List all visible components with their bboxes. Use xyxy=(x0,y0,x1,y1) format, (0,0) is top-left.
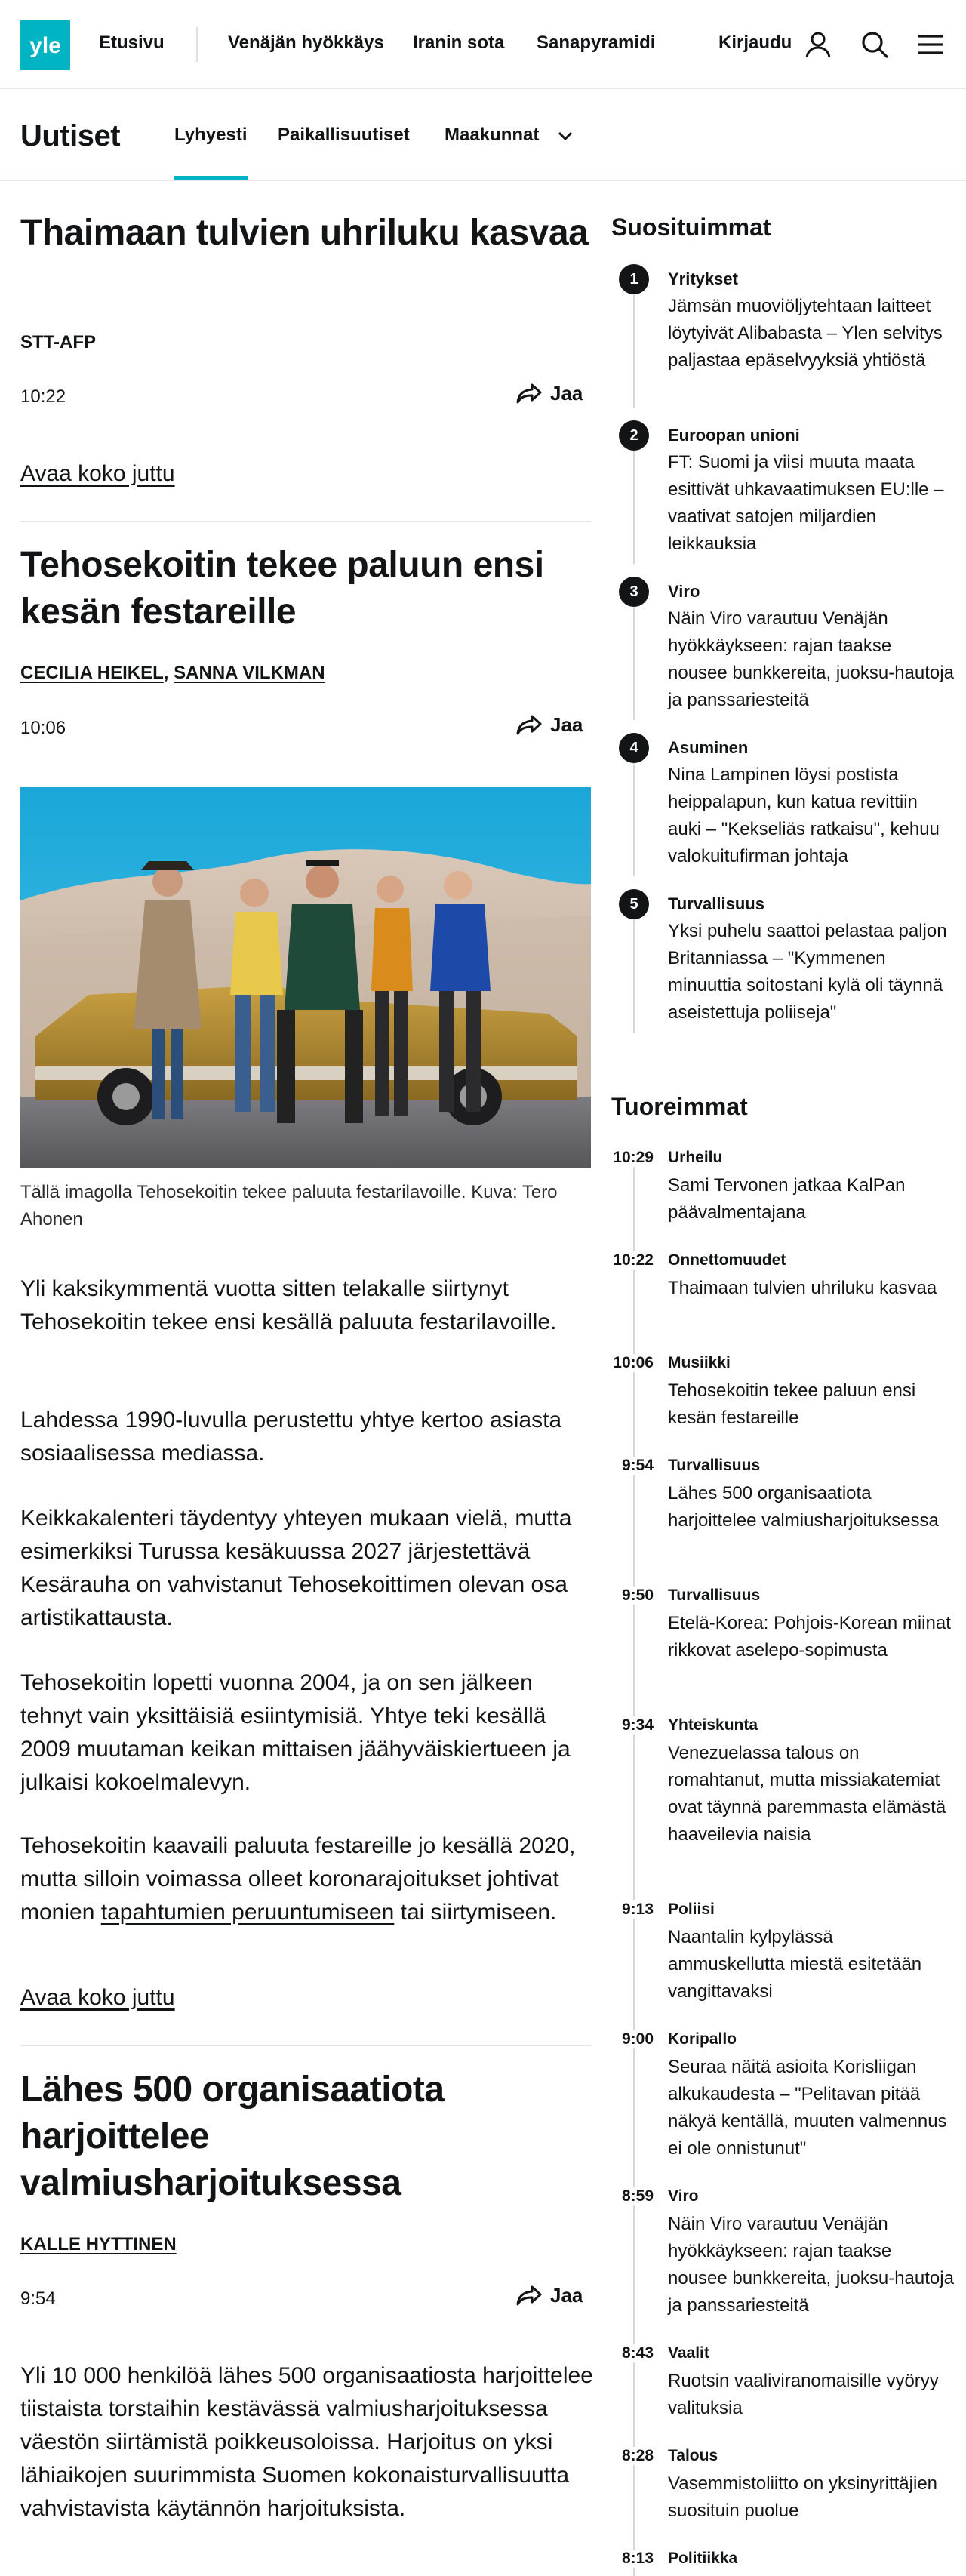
timeline-line xyxy=(633,451,635,564)
article-paragraph: Lahdessa 1990-luvulla perustettu yhtye kertoo asiasta sosiaalisessa mediassa. xyxy=(20,1408,562,1466)
share-button[interactable] xyxy=(515,713,583,737)
nav-etusivu[interactable]: Etusivu xyxy=(99,32,165,53)
yle-logo-icon xyxy=(24,30,66,60)
svg-text:yle: yle xyxy=(29,33,61,58)
section-nav xyxy=(0,91,966,181)
latest-item-link[interactable]: Venezuelassa talous on romahtanut, mutta missiakatemiat ovat täynnä paremmasta elämästä haaveilevia naisia xyxy=(668,1743,946,1845)
latest-time: 10:29 xyxy=(611,1149,654,1167)
timeline-line xyxy=(633,607,635,720)
share-label: Jaa xyxy=(550,713,583,736)
author-link[interactable]: KALLE HYTTINEN xyxy=(20,2234,177,2254)
rank-badge: 4 xyxy=(619,733,649,763)
latest-item-link[interactable]: Etelä-Korea: Pohjois-Korean miinat rikkovat aselepo-sopimusta xyxy=(668,1613,951,1660)
tab-paikallisuutiset[interactable]: Paikallisuutiset xyxy=(278,125,410,145)
search-icon[interactable] xyxy=(859,29,891,60)
share-label: Jaa xyxy=(550,2284,583,2307)
article-authors xyxy=(20,2234,177,2255)
latest-time: 8:59 xyxy=(611,2187,654,2205)
inline-link[interactable]: tapahtumien peruuntumiseen xyxy=(100,1900,395,1925)
share-icon xyxy=(515,383,543,405)
author-separator: , xyxy=(163,663,174,683)
timeline-line xyxy=(633,763,635,876)
latest-time: 9:34 xyxy=(611,1716,654,1734)
latest-time: 9:54 xyxy=(611,1457,654,1475)
popular-item-link[interactable]: Näin Viro varautuu Venäjän hyökkäykseen: rajan taakse nousee bunkkereita, juoksu-hautoja ja panssariesteitä xyxy=(668,608,954,710)
article-divider xyxy=(20,521,591,522)
latest-time: 9:50 xyxy=(611,1587,654,1605)
article-paragraph xyxy=(20,1830,594,1929)
tab-lyhyesti[interactable]: Lyhyesti xyxy=(174,125,248,145)
user-icon[interactable] xyxy=(802,29,834,60)
nav-divider xyxy=(196,27,198,62)
share-label: Jaa xyxy=(550,382,583,405)
latest-item-link[interactable]: Naantalin kylpylässä ammuskellutta miestä esitetään vangittavaksi xyxy=(668,1927,922,2002)
nav-sanapyramidi[interactable]: Sanapyramidi xyxy=(537,32,656,53)
latest-item-link[interactable]: Thaimaan tulvien uhriluku kasvaa xyxy=(668,1278,937,1298)
popular-heading: Suosituimmat xyxy=(611,214,771,241)
article-authors xyxy=(20,663,325,684)
menu-icon[interactable] xyxy=(915,29,946,60)
latest-heading: Tuoreimmat xyxy=(611,1093,748,1120)
latest-category: Koripallo xyxy=(668,2030,737,2048)
popular-category: Asuminen xyxy=(668,738,749,757)
popular-item-link[interactable]: Yksi puhelu saattoi pelastaa paljon Britanniassa – "Kymmenen minuuttia soitostani kylä oli täynnä aseistettuja poliiseja" xyxy=(668,921,947,1023)
latest-category: Viro xyxy=(668,2187,699,2205)
latest-item-link[interactable]: Vasemmistoliitto on yksinyrittäjien suosituin puolue xyxy=(668,2473,938,2521)
latest-item-link[interactable]: Lähes 500 organisaatiota harjoittelee valmiusharjoituksessa xyxy=(668,1483,939,1531)
latest-item-link[interactable]: Sami Tervonen jatkaa KalPan päävalmentajana xyxy=(668,1175,906,1223)
popular-category: Viro xyxy=(668,582,700,601)
share-button[interactable] xyxy=(515,2284,583,2307)
article-time: 10:06 xyxy=(20,718,66,738)
latest-category: Politiikka xyxy=(668,2550,738,2567)
latest-time: 8:13 xyxy=(611,2550,654,2568)
band-photo[interactable] xyxy=(20,787,591,1168)
active-tab-indicator xyxy=(174,176,248,180)
share-button[interactable] xyxy=(515,382,583,405)
latest-time: 10:22 xyxy=(611,1251,654,1270)
article-divider xyxy=(20,2045,591,2046)
chevron-down-icon[interactable] xyxy=(556,127,574,149)
latest-category: Onnettomuudet xyxy=(668,1251,786,1269)
latest-time: 9:00 xyxy=(611,2030,654,2048)
read-more-link[interactable]: Avaa koko juttu xyxy=(20,1985,175,2010)
latest-category: Musiikki xyxy=(668,1354,731,1371)
article-time: 10:22 xyxy=(20,386,66,407)
article-title[interactable]: Thaimaan tulvien uhriluku kasvaa xyxy=(20,213,589,253)
popular-item-link[interactable]: Jämsän muoviöljytehtaan laitteet löytyivät Alibabasta – Ylen selvitys paljastaa epäselvyyksiä yhtiöstä xyxy=(668,296,943,371)
site-header xyxy=(0,0,966,89)
article-paragraph: Tehosekoitin lopetti vuonna 2004, ja on sen jälkeen tehnyt vain yksittäisiä esiintymisiä. Yhtye teki kesällä 2009 muutaman keikan mittaisen jäähyväiskiertueen ja julkaisi kokoelmalevyn. xyxy=(20,1670,571,1795)
article-paragraph: Yli 10 000 henkilöä lähes 500 organisaatiosta harjoittelee tiistaista torstaihin kestävässä valmiusharjoituksessa väestön siirtämistä poikkeusoloissa. Harjoitus on yksi lähiaikojen suurimmista Suomen kokonaisturvallisuutta vahvistavista käytännön harjoituksista. xyxy=(20,2363,593,2521)
latest-time: 8:43 xyxy=(611,2344,654,2362)
rank-badge: 2 xyxy=(619,420,649,451)
author-link[interactable]: SANNA VILKMAN xyxy=(174,663,325,683)
latest-category: Yhteiskunta xyxy=(668,1716,758,1734)
popular-category: Turvallisuus xyxy=(668,894,764,913)
nav-venajan-hyokkays[interactable]: Venäjän hyökkäys xyxy=(228,32,384,53)
latest-category: Vaalit xyxy=(668,2344,709,2362)
article-paragraph: Keikkakalenteri täydentyy yhteyen mukaan vielä, mutta esimerkiksi Turussa kesäkuussa 2027 järjestettävä Kesärauha on vahvistanut Tehosekoittimen olevan osa artistikattausta. xyxy=(20,1506,572,1630)
latest-category: Turvallisuus xyxy=(668,1587,761,1604)
rank-badge: 5 xyxy=(619,889,649,919)
popular-item-link[interactable]: Nina Lampinen löysi postista heippalapun, kun katua revittiin auki – "Kekseliäs ratkaisu", kehuu valokuitufirman johtaja xyxy=(668,765,940,866)
timeline-line xyxy=(633,919,635,1033)
article-title[interactable]: Tehosekoitin tekee paluun ensi kesän festareille xyxy=(20,545,544,632)
latest-category: Talous xyxy=(668,2447,718,2464)
paragraph-text: Tehosekoitin kaavaili paluuta festareille jo kesällä 2020, mutta silloin voimassa olleet koronarajoitukset johtivat monien xyxy=(20,1833,576,1925)
latest-item-link[interactable]: Näin Viro varautuu Venäjän hyökkäykseen: rajan taakse nousee bunkkereita, juoksu-hautoja ja panssariesteitä xyxy=(668,2214,954,2316)
article-paragraph: Yli kaksikymmentä vuotta sitten telakalle siirtynyt Tehosekoitin tekee ensi kesällä paluuta festarilavoille. xyxy=(20,1276,557,1334)
popular-category: Euroopan unioni xyxy=(668,426,800,445)
article-source: STT-AFP xyxy=(20,332,96,352)
latest-time: 9:13 xyxy=(611,1900,654,1919)
article-title[interactable]: Lähes 500 organisaatiota harjoittelee valmiusharjoituksessa xyxy=(20,2070,445,2203)
share-icon xyxy=(515,714,543,737)
popular-category: Yritykset xyxy=(668,269,738,288)
latest-time: 8:28 xyxy=(611,2447,654,2465)
tab-maakunnat[interactable]: Maakunnat xyxy=(445,125,540,145)
timeline-line xyxy=(633,294,635,408)
photo-caption: Tällä imagolla Tehosekoitin tekee paluuta festarilavoille. Kuva: Tero Ahonen xyxy=(20,1182,558,1230)
section-title[interactable]: Uutiset xyxy=(20,119,121,152)
share-icon xyxy=(515,2285,543,2307)
latest-item-link[interactable]: Seuraa näitä asioita Korisliigan alkukaudesta – "Pelitavan pitää näkyä kentällä, muuten valmennus ei ole onnistunut" xyxy=(668,2057,947,2159)
yle-logo[interactable] xyxy=(20,20,70,70)
latest-item-link[interactable]: Tehosekoitin tekee paluun ensi kesän festareille xyxy=(668,1380,916,1428)
rank-badge: 1 xyxy=(619,264,649,294)
latest-category: Poliisi xyxy=(668,1900,715,1918)
article-time: 9:54 xyxy=(20,2288,56,2309)
login-link[interactable]: Kirjaudu xyxy=(718,32,792,53)
nav-iranin-sota[interactable]: Iranin sota xyxy=(413,32,505,53)
read-more-link[interactable]: Avaa koko juttu xyxy=(20,461,175,486)
popular-item-link[interactable]: FT: Suomi ja viisi muuta maata esittivät uhkavaatimuksen EU:lle – vaativat satojen miljardien leikkauksia xyxy=(668,452,944,554)
latest-category: Turvallisuus xyxy=(668,1457,761,1474)
rank-badge: 3 xyxy=(619,577,649,607)
latest-time: 10:06 xyxy=(611,1354,654,1372)
paragraph-text: tai siirtymiseen. xyxy=(394,1900,557,1925)
latest-category: Urheilu xyxy=(668,1149,723,1166)
latest-item-link[interactable]: Ruotsin vaaliviranomaisille vyöryy valituksia xyxy=(668,2371,939,2418)
author-link[interactable]: CECILIA HEIKEL xyxy=(20,663,164,683)
